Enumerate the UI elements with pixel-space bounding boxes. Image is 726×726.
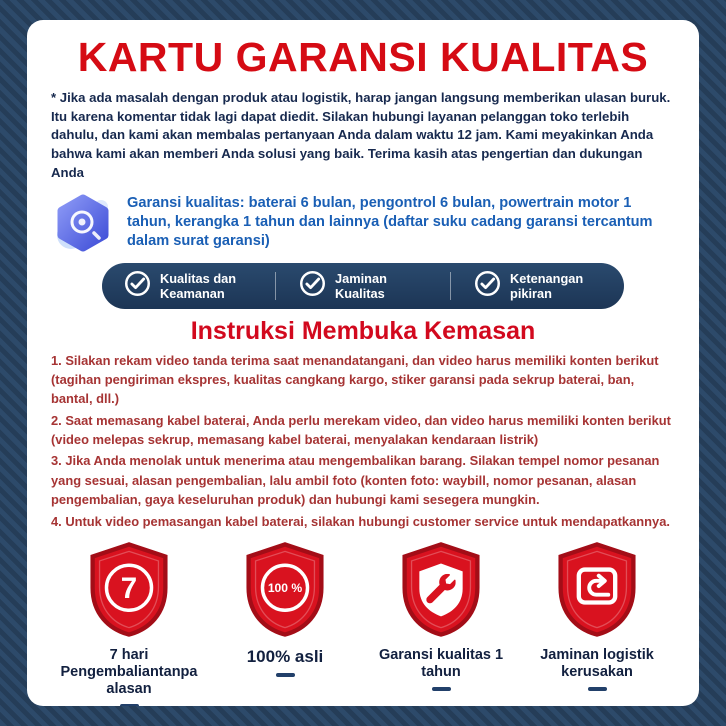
divider [275, 272, 276, 300]
badge-value: 100 % [267, 581, 303, 596]
warranty-card [27, 20, 699, 706]
underline-dash [276, 673, 295, 677]
shield-return-icon [553, 625, 641, 642]
feature-item-peace-of-mind [474, 270, 602, 302]
warranty-text [127, 194, 675, 252]
shield-100-icon [241, 581, 329, 642]
feature-label: Ketenangan pikiran [510, 270, 584, 301]
warranty-main: Garansi kualitas: baterai 6 bulan, pengontrol 6 bulan, powertrain motor 1 tahun, kerangka 1 tahun dan lainnya [127, 194, 632, 231]
instruction-item: 2. Saat memasang kabel baterai, Anda perlu merekam video, dan video harus memiliki konten berikut (video melepas sekrup, memasang kabel baterai, menyalakan kendaraan listrik) [51, 412, 671, 448]
instructions-list [51, 351, 675, 531]
badge-label: 100% asli [246, 646, 324, 666]
check-circle-icon [124, 270, 151, 302]
check-circle-icon [299, 270, 326, 302]
instructions-title: Instruksi Membuka Kemasan [190, 316, 536, 345]
badge-row [51, 541, 675, 706]
warranty-summary [51, 191, 675, 255]
feature-item-quality-safety [124, 270, 252, 302]
instruction-item: 1. Silakan rekam video tanda terima saat menandatangani, dan video harus memiliki konten berikut (tagihan pengiriman ekspres, kualitas cangkang kargo, stiker garansi pada sekrup baterai, ban, bantal, dll.) [51, 352, 659, 407]
feature-label: Jaminan Kualitas [335, 270, 387, 301]
quality-badge-icon [51, 191, 115, 255]
badge-100-original [207, 541, 363, 706]
feature-item-quality-guarantee [299, 270, 427, 302]
instruction-item: 4. Untuk video pemasangan kabel baterai, silakan hubungi customer service untuk mendapatkannya. [51, 513, 670, 529]
feature-label: Kualitas dan Keamanan [160, 270, 237, 301]
shield-wrench-icon [397, 625, 485, 642]
shield-7days-icon [85, 572, 173, 642]
underline-dash [432, 687, 451, 691]
badge-quality-warranty [363, 541, 519, 706]
badge-label: Garansi kualitas 1 tahun [378, 646, 504, 681]
feature-bar [102, 263, 624, 309]
badge-7day-return [51, 541, 207, 706]
divider [450, 272, 451, 300]
badge-logistics-damage [519, 541, 675, 706]
intro-text: * Jika ada masalah dengan produk atau logistik, harap jangan langsung memberikan ulasan buruk. Itu karena komentar tidak lagi dapat diedit. Silakan hubungi layanan pelanggan toko terlebih dahulu, dan kami akan membalas pertanyaan Anda dalam waktu 12 jam. Kami meyakinkan Anda bahwa kami akan memberi Anda solusi yang baik. Terima kasih atas pengertian dan dukungan Anda [51, 90, 671, 180]
instruction-item: 3. Jika Anda menolak untuk menerima atau mengembalikan barang. Silakan tempel nomor pesanan yang sesuai, alasan pengembalian, lalu ambil foto (konten foto: waybill, nomor pesanan, alasan pengembalian, gaya keseluruhan produk) dan hubungi kami sesegera mungkin. [51, 453, 660, 508]
underline-dash [120, 704, 139, 706]
underline-dash [588, 687, 607, 691]
badge-label: Jaminan logistik kerusakan [540, 646, 654, 681]
check-circle-icon [474, 270, 501, 302]
warranty-sub: (daftar suku cadang garansi tercantum dalam surat garansi) [127, 214, 653, 250]
page-title: KARTU GARANSI KUALITAS [77, 34, 649, 80]
badge-value: 7 [120, 572, 138, 606]
badge-label: 7 hari Pengembaliantanpa alasan [60, 646, 198, 698]
